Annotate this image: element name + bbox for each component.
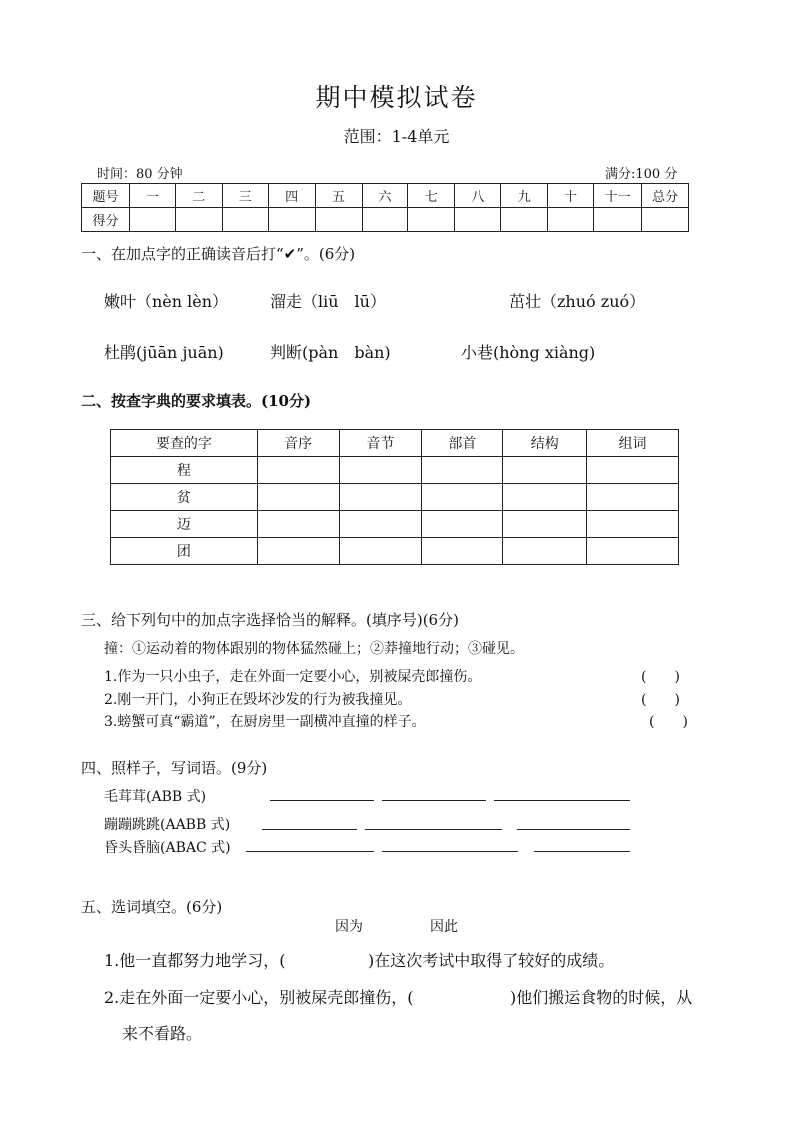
score-table — [81, 183, 689, 232]
dict-input-cell[interactable] — [257, 457, 339, 484]
dict-input-cell[interactable] — [503, 511, 587, 538]
dict-header-cell: 要查的字 — [111, 430, 258, 457]
dict-input-cell[interactable] — [257, 511, 339, 538]
pinyin-item[interactable]: 茁壮（zhuó zuó） — [509, 292, 646, 311]
dict-input-cell[interactable] — [422, 457, 503, 484]
word-blank[interactable] — [262, 829, 357, 830]
dict-row — [111, 457, 679, 484]
word-blank[interactable] — [534, 851, 630, 852]
score-input-cell[interactable] — [501, 208, 548, 232]
score-cell: 十 — [548, 184, 594, 208]
dictionary-table — [110, 429, 679, 565]
fill-question-2c: 来不看路。 — [122, 1024, 203, 1043]
dict-input-cell[interactable] — [503, 484, 587, 511]
dict-row — [111, 511, 679, 538]
dict-header-cell: 结构 — [503, 430, 587, 457]
word-blank[interactable] — [494, 800, 630, 801]
exam-time: 时间：80 分钟 — [97, 167, 183, 182]
definition-line: 撞：①运动着的物体跟别的物体猛然碰上；②莽撞地行动；③碰见。 — [104, 641, 524, 657]
dict-row — [111, 484, 679, 511]
section1-heading: 一、在加点字的正确读音后打“✔”。(6分) — [81, 245, 356, 263]
word-blank[interactable] — [382, 800, 486, 801]
dict-row — [111, 538, 679, 565]
score-header-row — [82, 184, 689, 208]
score-input-cell[interactable] — [455, 208, 501, 232]
word-blank[interactable] — [517, 829, 630, 830]
score-input-cell[interactable] — [594, 208, 642, 232]
score-cell: 总分 — [642, 184, 689, 208]
dict-header-cell: 组词 — [587, 430, 679, 457]
pinyin-item[interactable]: 判断(pàn bàn) — [270, 343, 391, 362]
word-blank[interactable] — [246, 851, 374, 852]
score-input-cell[interactable] — [315, 208, 362, 232]
score-row-label: 得分 — [82, 208, 130, 232]
pinyin-item[interactable]: 嫩叶（nèn lèn） — [104, 292, 229, 311]
score-cell: 三 — [222, 184, 268, 208]
score-input-cell[interactable] — [642, 208, 689, 232]
dict-input-cell[interactable] — [339, 484, 422, 511]
pinyin-item[interactable]: 小巷(hòng xiàng) — [461, 343, 596, 362]
score-input-cell[interactable] — [222, 208, 268, 232]
dict-char: 团 — [111, 538, 258, 565]
score-input-cell[interactable] — [175, 208, 222, 232]
pinyin-item[interactable]: 溜走（liū lū） — [270, 292, 386, 311]
score-input-cell[interactable] — [548, 208, 594, 232]
answer-paren[interactable]: ( ) — [641, 669, 680, 685]
dict-input-cell[interactable] — [257, 484, 339, 511]
pattern-label: 蹦蹦跳跳(AABB 式) — [104, 817, 231, 833]
dict-input-cell[interactable] — [422, 538, 503, 565]
section4-heading: 四、照样子，写词语。(9分) — [81, 759, 268, 777]
score-cell: 十一 — [594, 184, 642, 208]
page-title: 期中模拟试卷 — [315, 83, 478, 112]
dict-input-cell[interactable] — [587, 511, 679, 538]
answer-paren[interactable]: ( ) — [641, 692, 680, 708]
dict-input-cell[interactable] — [257, 538, 339, 565]
pattern-label: 昏头昏脑(ABAC 式) — [104, 840, 231, 856]
score-cell: 五 — [315, 184, 362, 208]
question-item: 2.刚一开门，小狗正在毁坏沙发的行为被我撞见。 — [104, 692, 412, 708]
dict-input-cell[interactable] — [503, 457, 587, 484]
dict-input-cell[interactable] — [503, 538, 587, 565]
dict-char: 贫 — [111, 484, 258, 511]
word-choice: 因此 — [430, 919, 458, 935]
dict-input-cell[interactable] — [587, 457, 679, 484]
word-blank[interactable] — [270, 800, 374, 801]
score-cell: 四 — [268, 184, 315, 208]
pinyin-item[interactable]: 杜鹃(jūān juān) — [104, 343, 224, 362]
score-value-row — [82, 208, 689, 232]
word-blank[interactable] — [382, 851, 518, 852]
answer-paren[interactable]: ( ) — [649, 714, 688, 730]
section3-heading: 三、给下列句中的加点字选择恰当的解释。(填序号)(6分) — [81, 611, 459, 629]
dict-header-cell: 部首 — [422, 430, 503, 457]
dict-char: 程 — [111, 457, 258, 484]
dict-input-cell[interactable] — [422, 484, 503, 511]
score-input-cell[interactable] — [408, 208, 455, 232]
dict-input-cell[interactable] — [587, 538, 679, 565]
word-choice: 因为 — [335, 919, 363, 935]
score-input-cell[interactable] — [362, 208, 408, 232]
score-input-cell[interactable] — [268, 208, 315, 232]
section2-heading: 二、按查字典的要求填表。(10分) — [81, 392, 312, 410]
fill-question-2b: )他们搬运食物的时候，从 — [510, 988, 693, 1007]
dict-header-row — [111, 430, 679, 457]
dict-input-cell[interactable] — [339, 511, 422, 538]
score-cell: 一 — [129, 184, 175, 208]
fill-question-1a: 1.他一直都努力地学习，( — [104, 951, 286, 970]
dict-char: 迈 — [111, 511, 258, 538]
dict-input-cell[interactable] — [339, 457, 422, 484]
dict-header-cell: 音序 — [257, 430, 339, 457]
full-score: 满分:100 分 — [605, 167, 678, 182]
score-input-cell[interactable] — [129, 208, 175, 232]
score-cell: 七 — [408, 184, 455, 208]
section5-heading: 五、选词填空。(6分) — [81, 898, 223, 916]
score-cell: 二 — [175, 184, 222, 208]
score-cell: 六 — [362, 184, 408, 208]
score-cell: 题号 — [82, 184, 130, 208]
question-item: 3.螃蟹可真“霸道”，在厨房里一副横冲直撞的样子。 — [104, 714, 426, 730]
score-cell: 九 — [501, 184, 548, 208]
word-blank[interactable] — [365, 829, 502, 830]
dict-input-cell[interactable] — [339, 538, 422, 565]
pattern-label: 毛茸茸(ABB 式) — [104, 789, 207, 805]
dict-input-cell[interactable] — [422, 511, 503, 538]
exam-scope: 范围：1-4单元 — [343, 127, 450, 146]
fill-question-2a: 2.走在外面一定要小心，别被屎壳郎撞伤，( — [104, 988, 414, 1007]
score-cell: 八 — [455, 184, 501, 208]
dict-input-cell[interactable] — [587, 484, 679, 511]
question-item: 1.作为一只小虫子，走在外面一定要小心，别被屎壳郎撞伤。 — [104, 669, 482, 685]
fill-question-1b: )在这次考试中取得了较好的成绩。 — [368, 951, 615, 970]
dict-header-cell: 音节 — [339, 430, 422, 457]
